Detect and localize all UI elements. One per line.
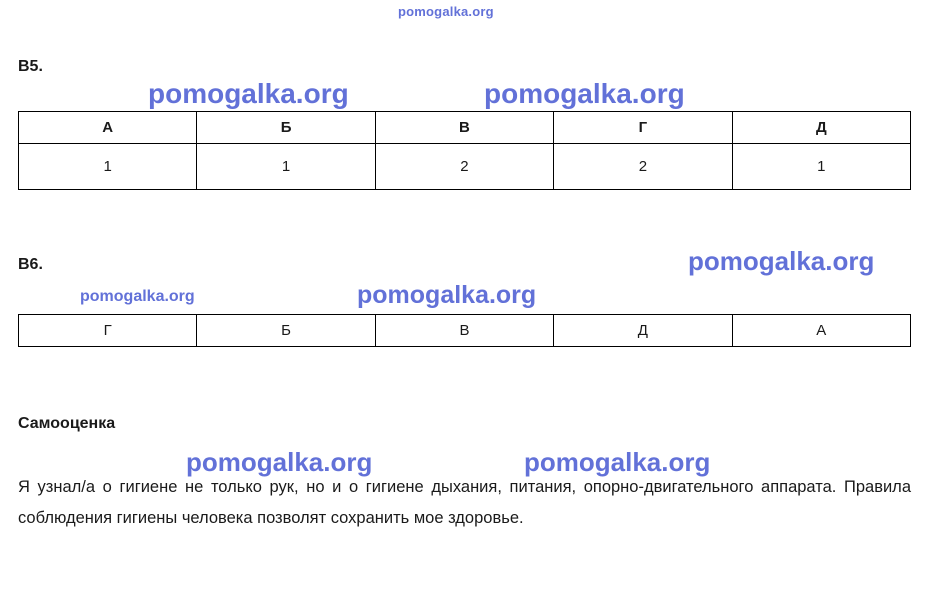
table-value-cell: Б	[197, 315, 375, 347]
table-value-cell: В	[375, 315, 553, 347]
table-value-cell: Д	[554, 315, 732, 347]
table-value-cell: 1	[732, 144, 910, 190]
table-row	[19, 112, 911, 144]
task-label-b5: В5.	[18, 58, 43, 75]
watermark-assessment-left: pomogalka.org	[186, 447, 373, 477]
table-header-cell: А	[19, 112, 197, 144]
table-header-cell: Г	[554, 112, 732, 144]
answer-table-b6	[18, 314, 911, 347]
watermark-b5-right: pomogalka.org	[484, 78, 685, 109]
table-header-cell: Б	[197, 112, 375, 144]
self-assessment-title: Самооценка	[18, 415, 116, 432]
watermark-top: pomogalka.org	[398, 4, 494, 19]
table-header-cell: В	[375, 112, 553, 144]
table-value-cell: 2	[554, 144, 732, 190]
table-value-cell: 1	[19, 144, 197, 190]
table-row	[19, 315, 911, 347]
table-header-cell: Д	[732, 112, 910, 144]
watermark-b6-right: pomogalka.org	[688, 246, 875, 276]
answer-table-b5	[18, 111, 911, 190]
table-row	[19, 144, 911, 190]
watermark-b6-small-left: pomogalka.org	[80, 288, 195, 305]
table-value-cell: 1	[197, 144, 375, 190]
watermark-b6-center: pomogalka.org	[357, 281, 537, 309]
table-value-cell: А	[732, 315, 910, 347]
task-label-b6: В6.	[18, 256, 43, 273]
watermark-b5-left: pomogalka.org	[148, 78, 349, 109]
self-assessment-text: Я узнал/а о гигиене не только рук, но и о гигиене дыхания, питания, опорно-двигательного аппарата. Правила соблюдения гигиены человека позволят сохранить мое здоровье.	[18, 478, 911, 527]
table-value-cell: Г	[19, 315, 197, 347]
watermark-assessment-right: pomogalka.org	[524, 447, 711, 477]
table-value-cell: 2	[375, 144, 553, 190]
